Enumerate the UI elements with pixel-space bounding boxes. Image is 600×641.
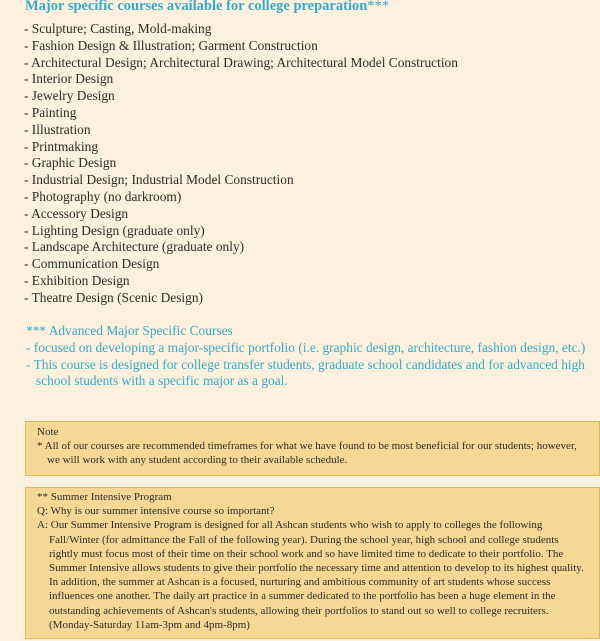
course-item: - Communication Design [24, 256, 160, 272]
course-item: - Printmaking [24, 138, 99, 154]
course-item: - Sculpture; Casting, Mold-making [24, 21, 212, 36]
course-item: - Landscape Architecture (graduate only) [24, 239, 245, 255]
course-item: - Photography (no darkroom) [24, 188, 182, 204]
course-item: - Exhibition Design [24, 272, 130, 288]
course-item: - Theatre Design (Scenic Design) [24, 289, 203, 305]
note-title: Note [37, 426, 59, 438]
course-item: - Interior Design [24, 71, 114, 87]
section-heading [25, 0, 389, 15]
advanced-item: - This course is designed for college transfer students, graduate school candidates and for advanced high school students with a specific major as a goal. [26, 356, 585, 389]
advanced-item: - focused on developing a major-specific portfolio (i.e. graphic design, architecture, fashion design, etc.) [26, 339, 586, 355]
course-item: - Graphic Design [24, 155, 117, 171]
course-item: - Industrial Design; Industrial Model Construction [24, 172, 294, 188]
advanced-courses [26, 323, 591, 390]
course-item: - Architectural Design; Architectural Drawing; Architectural Model Construction [24, 54, 458, 70]
summer-intensive-box [25, 487, 600, 639]
summer-question: Q: Why is our summer intensive course so important? [37, 505, 275, 518]
heading-stars: *** [367, 0, 390, 14]
heading-title: Major specific courses available for college preparation [25, 0, 368, 14]
note-box [25, 421, 600, 476]
course-item: - Fashion Design & Illustration; Garment Construction [24, 37, 318, 53]
course-item: - Accessory Design [24, 205, 129, 221]
course-item: - Jewelry Design [24, 88, 115, 104]
summer-title: ** Summer Intensive Program [37, 491, 172, 503]
note-text: * All of our courses are recommended timeframes for what we have found to be most beneficial for our students; however, we will work with any student according to their available schedule. [37, 440, 577, 467]
advanced-title: *** Advanced Major Specific Courses [26, 323, 233, 338]
course-item: - Illustration [24, 121, 91, 137]
course-item: - Painting [24, 104, 77, 120]
course-list [24, 21, 584, 307]
summer-answer: A: Our Summer Intensive Program is designed for all Ashcan students who wish to apply to colleges the following Fall/Winter (for admittance the Fall of the following year). During the school year, high school and college students rightly must focus most of their time on their school work and so have limited time to dedicate to their portfolio. The Summer Intensive allows students to give their portfolio the necessary time and attention to develop to its highest quality. In addition, the summer at Ashcan is a focused, nurturing and ambitious community of art students whose success influences one another. The daily art practice in a summer dedicated to the portfolio has been a huge element in the outstanding achievements of Ashcan's students, allowing their portfolios to stand out so well to college recruiters. (Monday-Saturday 11am-3pm and 4pm-8pm) [37, 519, 584, 631]
course-item: - Lighting Design (graduate only) [24, 222, 205, 238]
